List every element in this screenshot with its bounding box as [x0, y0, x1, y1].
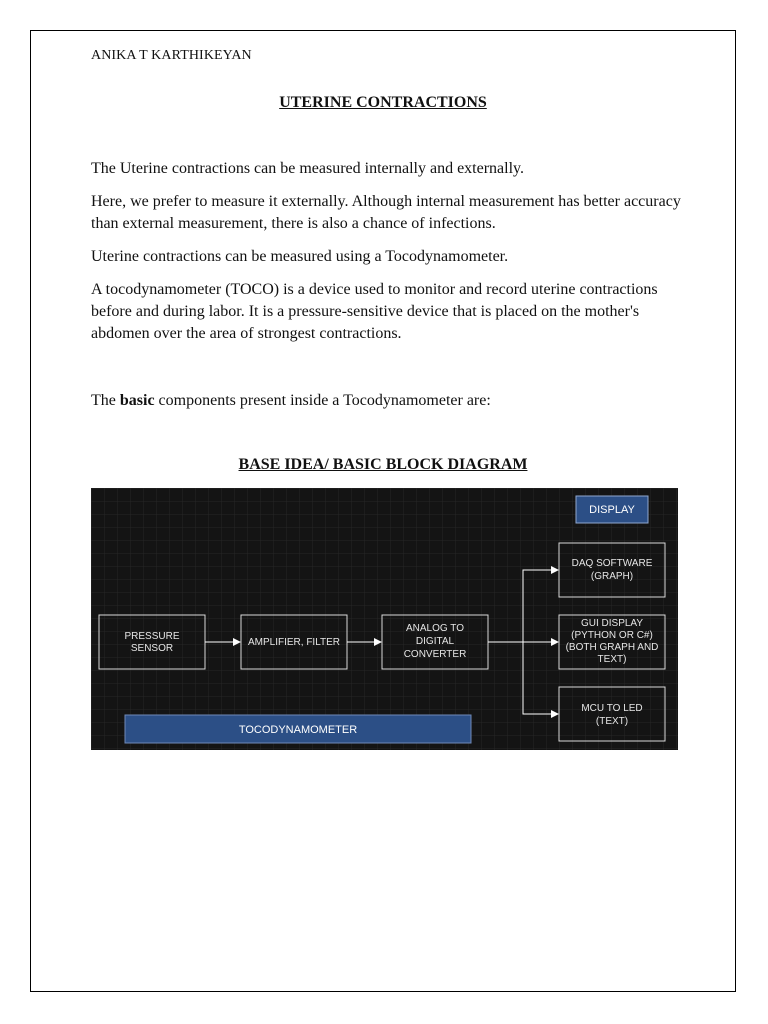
- gui-display-label-line-4: TEXT): [597, 654, 627, 665]
- paragraph-tocodynamometer: Uterine contractions can be measured using a Tocodynamometer.: [91, 248, 509, 265]
- gui-display-label-line-1: GUI DISPLAY: [580, 618, 644, 629]
- mcu-led-label-line-2: (TEXT): [595, 716, 629, 727]
- adc-label-line-3: CONVERTER: [403, 649, 467, 660]
- pressure-sensor-label-line-2: SENSOR: [130, 643, 174, 654]
- paragraph-external-preference: Here, we prefer to measure it externally. Although internal measurement has better accuracy than external measurement, there is also a chance of infections.: [91, 193, 681, 232]
- daq-software-label-line-2: (GRAPH): [590, 571, 634, 582]
- display-label: DISPLAY: [589, 504, 635, 516]
- tocodynamometer-label: TOCODYNAMOMETER: [238, 724, 358, 736]
- mcu-led-label-line-1: MCU TO LED: [581, 703, 643, 714]
- pressure-sensor-label-line-1: PRESSURE: [124, 631, 180, 642]
- diagram-heading: BASE IDEA/ BASIC BLOCK DIAGRAM: [238, 456, 528, 473]
- daq-software-label-line-1: DAQ SOFTWARE: [571, 558, 653, 569]
- paragraph-measurement: The Uterine contractions can be measured internally and externally.: [91, 160, 524, 177]
- intro-text-before: The: [91, 392, 120, 409]
- paragraph-components-intro: [91, 390, 691, 412]
- gui-display-label-line-2: (PYTHON OR C#): [571, 630, 653, 641]
- page-title: UTERINE CONTRACTIONS: [279, 94, 487, 111]
- intro-text-bold: basic: [119, 392, 155, 409]
- paragraph-toco-description: A tocodynamometer (TOCO) is a device used to monitor and record uterine contractions before and during labor. It is a pressure-sensitive device that is placed on the mother's abdomen over the area of strongest contractions.: [91, 281, 658, 342]
- adc-label-line-2: DIGITAL: [415, 636, 455, 647]
- display-label-box: [576, 496, 648, 523]
- amplifier-filter-label: AMPLIFIER, FILTER: [247, 637, 341, 648]
- document-page: [30, 30, 736, 992]
- tocodynamometer-bar: [125, 715, 471, 743]
- block-diagram: [91, 488, 678, 750]
- gui-display-label-line-3: (BOTH GRAPH AND: [565, 642, 659, 653]
- adc-label-line-1: ANALOG TO: [406, 623, 464, 634]
- intro-text-after: components present inside a Tocodynamometer are:: [154, 392, 491, 409]
- author-name: ANIKA T KARTHIKEYAN: [91, 48, 252, 63]
